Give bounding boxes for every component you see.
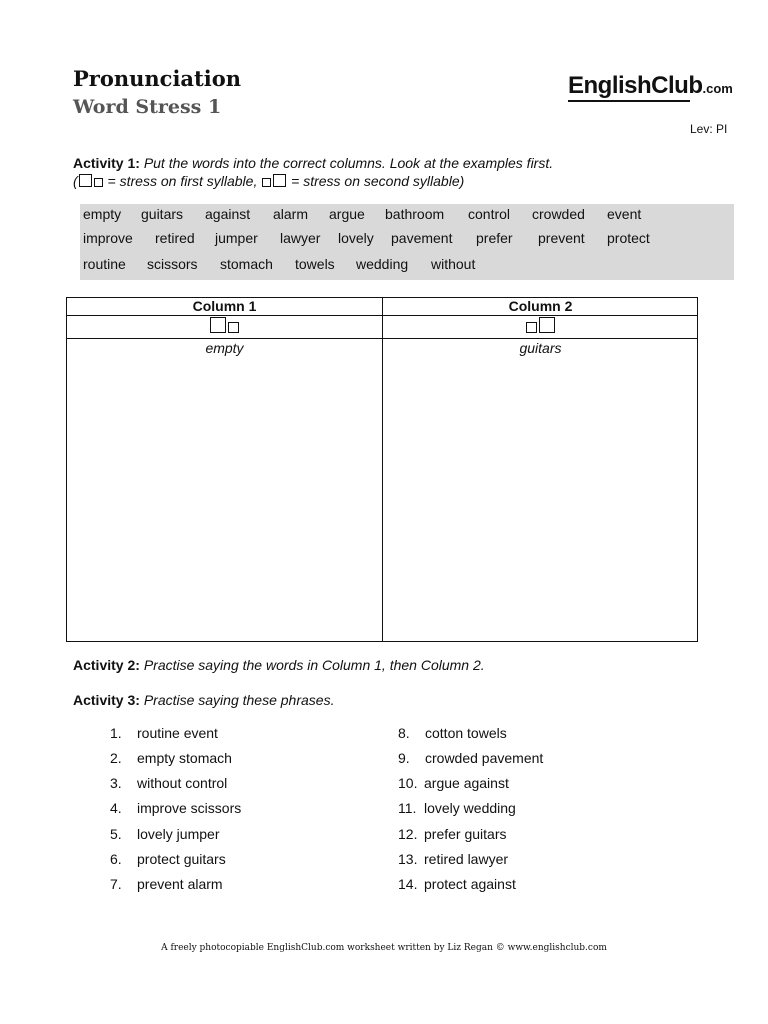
word-item: prefer [476, 230, 513, 246]
table-divider [67, 315, 697, 316]
phrase-text: lovely wedding [424, 800, 516, 816]
phrase-number: 9. [398, 750, 410, 766]
phrase-text: routine event [137, 725, 218, 741]
word-bank [80, 204, 734, 280]
page-footer: A freely photocopiable EnglishClub.com worksheet written by Liz Regan © www.englishclub.com [161, 943, 607, 953]
phrase-item [398, 851, 508, 867]
logo-underline [568, 100, 690, 102]
phrase-item [398, 750, 543, 766]
phrase-text: argue against [424, 775, 509, 791]
word-item: guitars [141, 206, 184, 222]
word-item: lovely [338, 230, 374, 246]
phrase-number: 2. [110, 750, 122, 766]
activity1-section [73, 154, 553, 190]
unstressed-syllable-box-icon [94, 178, 103, 187]
word-item: alarm [273, 206, 309, 222]
legend-first-text: = stress on first syllable, [103, 173, 262, 189]
activity3-instruction: Practise saying these phrases. [143, 692, 335, 708]
logo-suffix-text: .com [702, 81, 733, 96]
stressed-syllable-box-icon [79, 174, 92, 187]
word-item: stomach [220, 256, 273, 272]
phrase-number: 10. [398, 775, 418, 791]
word-item: against [205, 206, 251, 222]
phrase-number: 6. [110, 851, 122, 867]
activity2-section [73, 657, 485, 673]
phrase-text: empty stomach [137, 750, 232, 766]
stressed-syllable-box-icon [273, 174, 286, 187]
phrase-text: protect guitars [137, 851, 226, 867]
answer-table [66, 297, 698, 642]
activity1-legend [73, 172, 553, 190]
column1-header: Column 1 [192, 298, 257, 314]
word-item: without [431, 256, 476, 272]
phrase-text: cotton towels [425, 725, 507, 741]
activity1-line1 [73, 154, 553, 172]
phrase-item [110, 750, 232, 766]
phrase-item [110, 851, 226, 867]
activity3-label: Activity 3: [73, 692, 140, 708]
word-item: lawyer [280, 230, 321, 246]
activity1-instruction: Put the words into the correct columns. Look at the examples first. [143, 155, 554, 171]
activity2-instruction: Practise saying the words in Column 1, then Column 2. [143, 657, 485, 673]
phrase-text: prefer guitars [424, 826, 507, 842]
word-item: protect [607, 230, 650, 246]
word-item: scissors [147, 256, 198, 272]
phrase-item [398, 876, 516, 892]
column2-header: Column 2 [508, 298, 573, 314]
stressed-syllable-box-icon [210, 317, 226, 333]
phrase-text: protect against [424, 876, 516, 892]
word-item: jumper [215, 230, 258, 246]
unstressed-syllable-box-icon [526, 322, 537, 333]
word-item: event [607, 206, 642, 222]
phrase-text: without control [137, 775, 228, 791]
word-item: bathroom [385, 206, 445, 222]
word-item: empty [83, 206, 122, 222]
word-item: improve [83, 230, 133, 246]
page-title: Pronunciation [73, 66, 241, 91]
column2-example: guitars [519, 340, 562, 356]
phrase-number: 1. [110, 725, 122, 741]
phrase-item [110, 725, 218, 741]
activity2-label: Activity 2: [73, 657, 140, 673]
unstressed-syllable-box-icon [262, 178, 271, 187]
legend-open: ( [73, 173, 78, 189]
column2-stress-pattern [383, 317, 698, 337]
column1-stress-pattern [67, 317, 382, 337]
phrase-number: 3. [110, 775, 122, 791]
activity3-section [73, 692, 334, 708]
phrase-item [398, 800, 516, 816]
phrase-item [110, 826, 219, 842]
phrase-item [110, 800, 241, 816]
word-item: retired [155, 230, 195, 246]
phrase-number: 12. [398, 826, 418, 842]
word-item: wedding [356, 256, 409, 272]
phrase-number: 4. [110, 800, 122, 816]
phrase-item [110, 876, 223, 892]
phrase-item [110, 775, 227, 791]
word-item: control [468, 206, 511, 222]
phrase-text: crowded pavement [425, 750, 544, 766]
phrase-number: 14. [398, 876, 418, 892]
word-item: towels [295, 256, 335, 272]
phrase-text: improve scissors [137, 800, 242, 816]
phrase-number: 7. [110, 876, 122, 892]
unstressed-syllable-box-icon [228, 322, 239, 333]
phrase-text: prevent alarm [137, 876, 223, 892]
phrase-item [398, 725, 507, 741]
word-item: crowded [532, 206, 585, 222]
englishclub-logo [568, 72, 733, 100]
word-item: prevent [538, 230, 585, 246]
activity1-label: Activity 1: [73, 155, 140, 171]
legend-second-text: = stress on second syllable) [287, 173, 465, 189]
column1-example: empty [205, 340, 244, 356]
word-item: argue [329, 206, 365, 222]
phrase-text: retired lawyer [424, 851, 509, 867]
word-item: pavement [391, 230, 453, 246]
page-subtitle: Word Stress 1 [73, 96, 222, 118]
phrase-item [398, 826, 506, 842]
level-label: Lev: PI [690, 122, 728, 136]
phrase-number: 5. [110, 826, 122, 842]
phrase-item [398, 775, 509, 791]
logo-main-text: EnglishClub [568, 72, 703, 99]
word-item: routine [83, 256, 126, 272]
phrase-number: 8. [398, 725, 410, 741]
phrase-number: 13. [398, 851, 418, 867]
stressed-syllable-box-icon [539, 317, 555, 333]
phrase-text: lovely jumper [137, 826, 220, 842]
phrase-number: 11. [398, 800, 417, 816]
